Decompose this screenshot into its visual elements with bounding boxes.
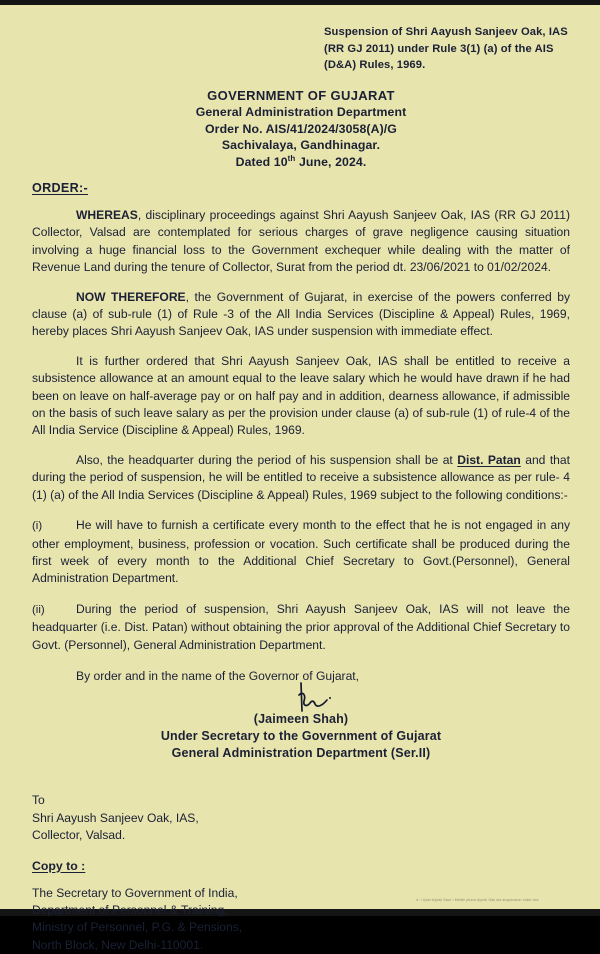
whereas-lead: WHEREAS	[76, 208, 138, 222]
condition-marker: (ii)	[32, 603, 45, 616]
subject-line-3: (D&A) Rules, 1969.	[324, 59, 426, 71]
date-ordinal-suffix: th	[287, 153, 296, 163]
to-line-2: Collector, Valsad.	[32, 828, 126, 843]
department-name: General Administration Department	[195, 105, 407, 119]
by-order-line: By order and in the name of the Governor of Gujarat,	[76, 668, 360, 683]
copy-to-line-3: Ministry of Personnel, P.G. & Pensions,	[32, 920, 243, 935]
order-number: Order No. AIS/41/2024/3058(A)/G	[205, 121, 397, 136]
subject-line-2: (RR GJ 2011) under Rule 3(1) (a) of the AIS	[324, 42, 554, 55]
masthead	[32, 88, 570, 171]
copy-to-line-4: North Block, New Delhi-110001.	[32, 937, 204, 952]
copy-to-line-1: The Secretary to Government of India,	[32, 885, 238, 900]
copy-to-line-2: Department of Personnel & Training,	[32, 902, 228, 917]
headquarter-location: Dist. Patan	[457, 452, 521, 467]
date-suffix: June, 2024.	[295, 154, 367, 169]
subject-block	[324, 24, 570, 74]
to-line-1: Shri Aayush Sanjeev Oak, IAS,	[32, 810, 199, 825]
signatory-role-line-1: Under Secretary to the Government of Gujarat	[160, 729, 442, 744]
paragraph-whereas	[32, 207, 570, 277]
addressee-block	[32, 792, 570, 844]
paragraph-subsistence: It is further ordered that Shri Aayush Sanjeev Oak, IAS shall be entitled to receive a subsistence allowance at an amount equal to the leave salary which he would have drawn if he had been on leave on half-average pay or on half pay and in addition, dearness allowance, if admissible on the basis of such leave salary as per the provision under clause (a) of sub-rule (1) of rule-4 of the All India Service (Discipline & Appeal) Rules, 1969.	[32, 353, 570, 438]
date-line	[32, 154, 570, 171]
copy-to-block	[32, 885, 570, 954]
condition-text: He will have to furnish a certificate every month to the effect that he is not engaged in any other employment, business, profession or vocation. Such certificate shall be produced during the first week of every month to the Additional Chief Secretary to Govt.(Personnel), General Administration Department.	[32, 518, 570, 586]
paragraph-now-therefore	[32, 289, 570, 341]
headquarter-text-before: Also, the headquarter during the period of his suspension shall be at	[76, 452, 458, 467]
therefore-body: , the Government of Gujarat, in exercise of the powers conferred by clause (a) of sub-rule (1) of Rule -3 of the All India Services (Discipline & Appeal) Rules, 1969, hereby places Shri Aayush Sanjeev Oak, IAS under suspension with immediate effect.	[32, 289, 570, 339]
condition-item	[32, 601, 570, 654]
signatory-role-line-2: General Administration Department (Ser.II)	[171, 746, 431, 761]
whereas-body: , disciplinary proceedings against Shri Aayush Sanjeev Oak, IAS (RR GJ 2011) Collector, Valsad are contemplated for serious charges of grave negligence causing situation involving a huge financial loss to the Government exchequer while dealing with the matter of Revenue Land during the tenure of Collector, Surat from the period dt. 23/06/2021 to 01/02/2024.	[32, 208, 570, 275]
to-label: To	[32, 793, 45, 808]
condition-text: During the period of suspension, Shri Aayush Sanjeev Oak, IAS will not leave the headquarter (i.e. Dist. Patan) without obtaining the prior approval of the Additional Chief Secretary to Govt. (Personnel), General Administration Department.	[32, 601, 570, 652]
document-content	[32, 0, 570, 954]
signatory-name: (Jaimeen Shah)	[253, 712, 349, 727]
paragraph-headquarter	[32, 452, 570, 504]
date-prefix: Dated 10	[235, 154, 288, 169]
therefore-lead: NOW THEREFORE	[76, 289, 186, 304]
condition-marker: (i)	[32, 520, 43, 533]
copy-to-heading: Copy to :	[32, 858, 86, 873]
signature-block	[32, 711, 570, 762]
headquarter-text-after: and that during the period of suspension, he will be entitled to receive a subsistence allowance as per rule- 4 (1) (a) of the All India Services (Discipline & Appeal) Rules, 1969 subject to the following conditions:-	[32, 452, 570, 502]
order-heading: ORDER:-	[32, 181, 88, 195]
government-title: GOVERNMENT OF GUJARAT	[207, 87, 395, 103]
file-path-footnote: d :\ Upar Aykak Saur \ Mettle phara Ayush Oak ais suspension order.doc	[416, 898, 539, 902]
place-line: Sachivalaya, Gandhinagar.	[221, 138, 381, 152]
condition-item	[32, 517, 570, 588]
subject-line-1: Suspension of Shri Aayush Sanjeev Oak, IAS	[324, 26, 568, 38]
